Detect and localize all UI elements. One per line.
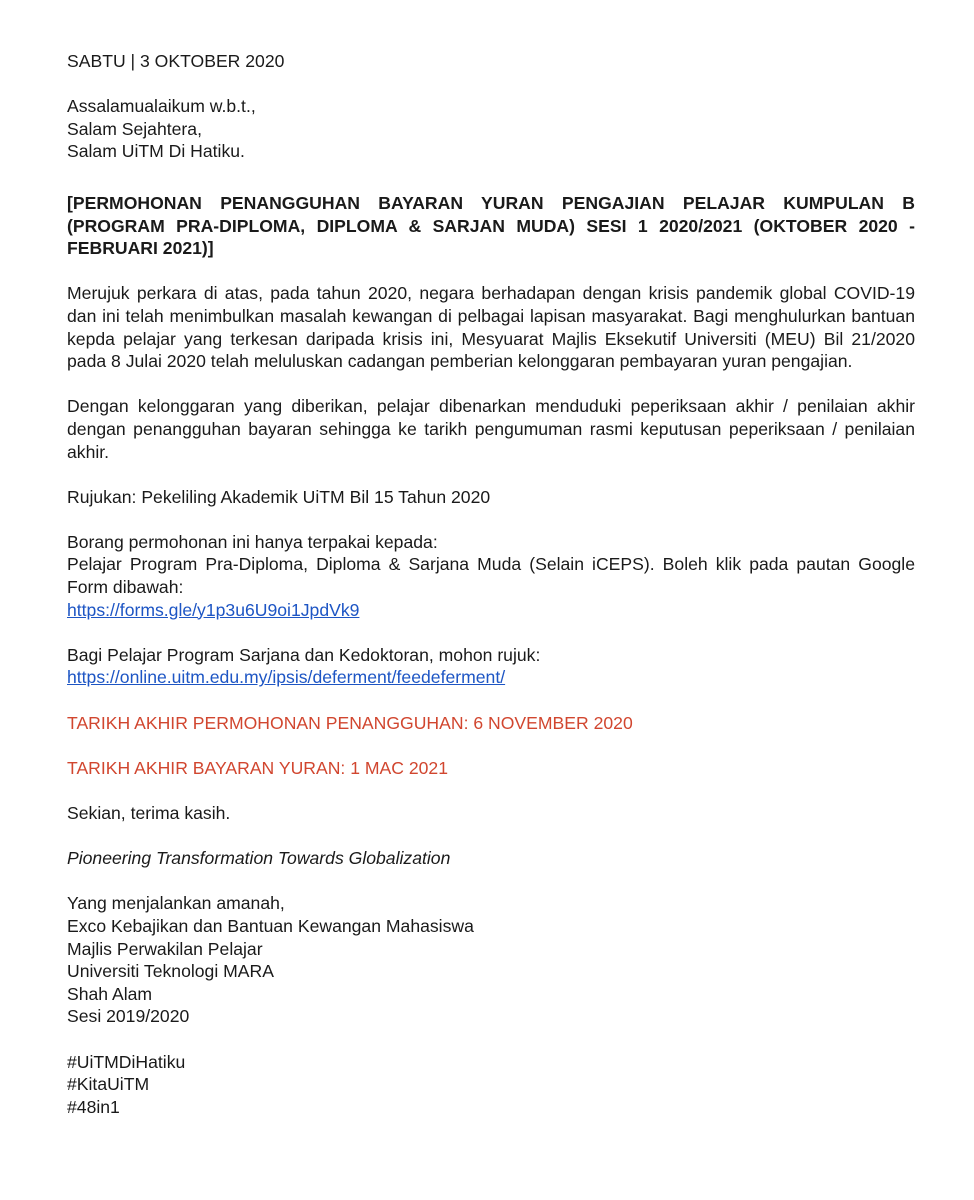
motto: Pioneering Transformation Towards Globalization — [67, 848, 451, 869]
form-intro: Borang permohonan ini hanya terpakai kepada: — [67, 531, 438, 552]
closing-line: Sekian, terima kasih. — [67, 803, 231, 823]
signature-line: Universiti Teknologi MARA — [67, 961, 274, 982]
hashtags — [67, 1051, 915, 1119]
paragraph-background: Merujuk perkara di atas, pada tahun 2020, negara berhadapan dengan krisis pandemik global COVID-19 dan ini telah menimbulkan masalah kewangan di pelbagai lapisan masyarakat. Bagi menghulurkan bantuan kepda pelajar yang terkesan daripada krisis ini, Mesyuarat Majlis Eksekutif Universiti (MEU) Bil 21/2020 pada 8 Julai 2020 telah meluluskan cadangan pemberian kelonggaran pembayaran yuran pengajian. — [67, 283, 915, 372]
greeting-line: Assalamualaikum w.b.t., — [67, 96, 256, 117]
greeting-line: Salam Sejahtera, — [67, 118, 202, 139]
greeting-line: Salam UiTM Di Hatiku. — [67, 141, 245, 162]
signature-line: Sesi 2019/2020 — [67, 1006, 190, 1027]
hashtag: #UiTMDiHatiku — [67, 1051, 186, 1072]
hashtag: #KitaUiTM — [67, 1074, 150, 1095]
announcement-heading: [PERMOHONAN PENANGGUHAN BAYARAN YURAN PENGAJIAN PELAJAR KUMPULAN B (PROGRAM PRA-DIPLOMA, DIPLOMA & SARJAN MUDA) SESI 1 2020/2021 (OKTOBER 2020 - FEBRUARI 2021)] — [67, 192, 915, 259]
signature-line: Shah Alam — [67, 983, 153, 1004]
reference-line: Rujukan: Pekeliling Akademik UiTM Bil 15 Tahun 2020 — [67, 486, 491, 507]
hashtag: #48in1 — [67, 1096, 120, 1117]
signature-line: Yang menjalankan amanah, — [67, 893, 285, 914]
signature-line: Majlis Perwakilan Pelajar — [67, 938, 263, 959]
form-detail: Pelajar Program Pra-Diploma, Diploma & Sarjana Muda (Selain iCEPS). Boleh klik pada pautan Google Form dibawah: — [67, 554, 915, 598]
date-line: SABTU | 3 OKTOBER 2020 — [67, 51, 285, 71]
greetings — [67, 95, 915, 163]
form-section — [67, 531, 915, 621]
postgrad-deferment-link[interactable]: https://online.uitm.edu.my/ipsis/deferment/feedeferment/ — [67, 667, 506, 688]
application-deadline: TARIKH AKHIR PERMOHONAN PENANGGUHAN: 6 NOVEMBER 2020 — [67, 712, 633, 733]
signature-block — [67, 892, 915, 1028]
signature-line: Exco Kebajikan dan Bantuan Kewangan Mahasiswa — [67, 915, 474, 936]
paragraph-relief: Dengan kelonggaran yang diberikan, pelajar dibenarkan menduduki peperiksaan akhir / penilaian akhir dengan penangguhan bayaran sehingga ke tarikh pengumuman rasmi keputusan peperiksaan / penilaian akhir. — [67, 396, 915, 462]
postgrad-intro: Bagi Pelajar Program Sarjana dan Kedoktoran, mohon rujuk: — [67, 644, 541, 665]
google-form-link[interactable]: https://forms.gle/y1p3u6U9oi1JpdVk9 — [67, 599, 360, 620]
postgrad-section — [67, 644, 915, 689]
payment-deadline: TARIKH AKHIR BAYARAN YURAN: 1 MAC 2021 — [67, 757, 448, 778]
